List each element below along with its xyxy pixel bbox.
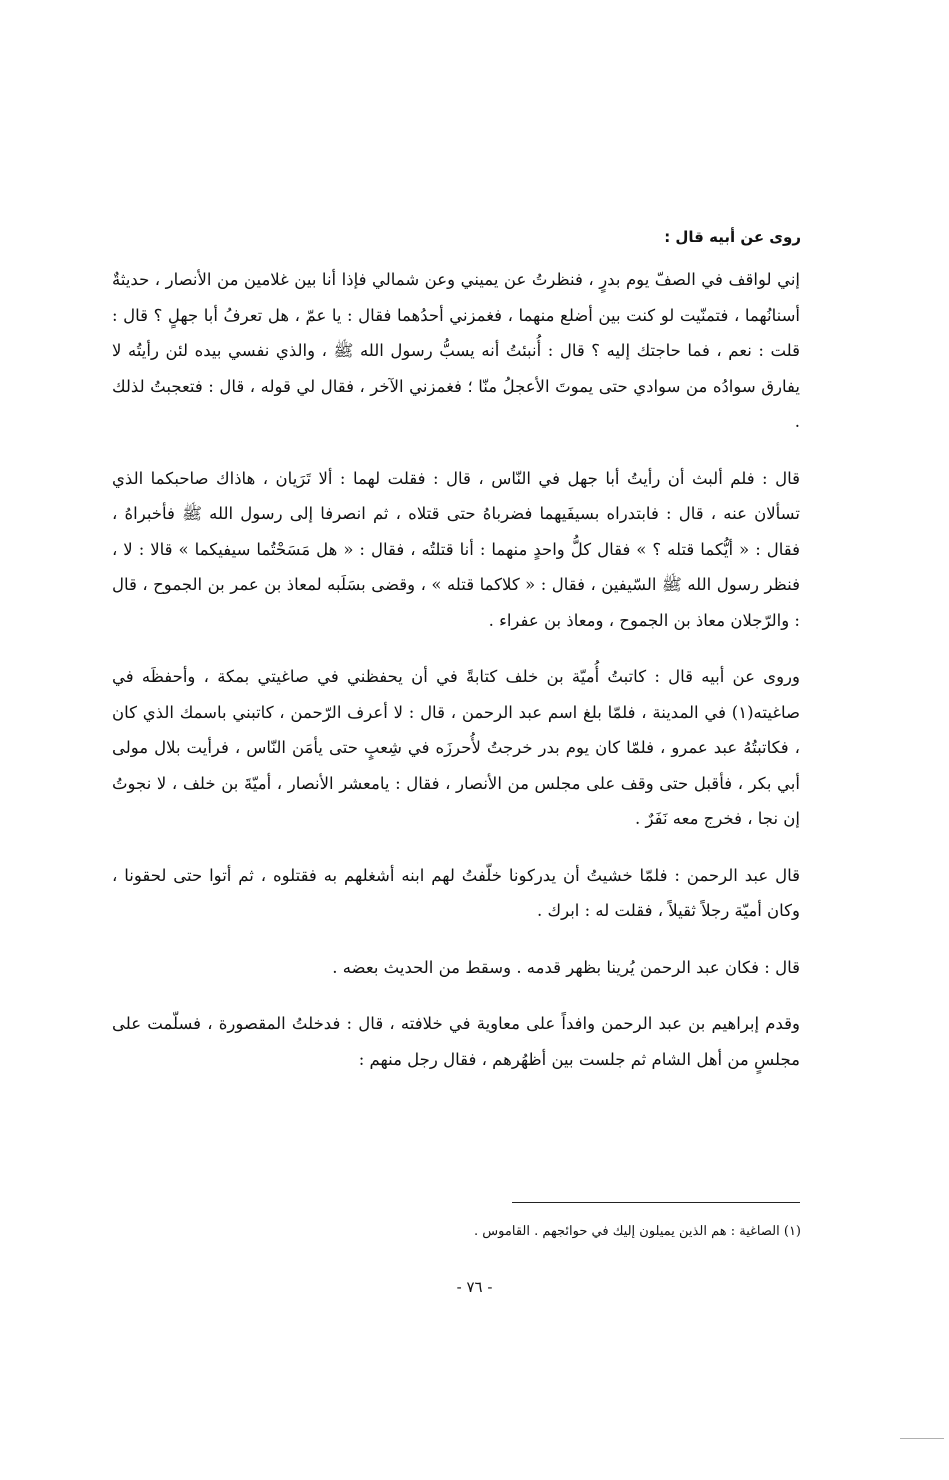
paragraph-4: قال عبد الرحمن : فلمّا خشيتُ أن يدركونا خلّفتُ لهم ابنه أشغلهم به فقتلوه ، ثم أتوا حتى لحقونا ، وكان أميّة رجلاً ثقيلاً ، فقلت له : ابرك . <box>112 865 800 920</box>
paragraph-2: قال : فلم ألبث أن رأيتُ أبا جهل في النّاس ، قال : فقلت لهما : ألا تَرَيان ، هاذاك صاحبكما الذي تسألان عنه ، قال : فابتدراه بسيفَيهما فضرباهُ حتى قتلاه ، ثم انصرفا إلى رسول الله ﷺ فأخبراهُ ، فقال : « أيُّكما قتله ؟ » فقال كلُّ واحدٍ منهما : أنا قتلتُه ، فقال : « هل مَسَحْتُما سيفيكما » قالا : لا ، فنظر رسول الله ﷺ السّيفين ، فقال : « كلاكما قتله » ، وقضى بسَلَبه لمعاذ بن عمر بن الجموح ، قال : والرّجلان معاذ بن الجموح ، ومعاذ بن عفراء . <box>112 468 800 630</box>
paragraph-5: قال : فكان عبد الرحمن يُرينا بظهر قدمه . وسقط من الحديث بعضه . <box>332 957 800 977</box>
page-number: - ٧٦ - <box>456 1278 493 1296</box>
paragraph-1: إني لواقف في الصفّ يوم بدرٍ ، فنظرتُ عن يميني وعن شمالي فإذا أنا بين غلامين من الأنصار ، حديثةٌ أسنانُهما ، فتمنّيت لو كنت بين أضلع منهما ، فغمزني أحدُهما فقال : يا عمّ ، هل تعرفُ أبا جهلٍ ؟ قال : قلت : نعم ، فما حاجتك إليه ؟ قال : أُنبئتُ أنه يسبُّ رسول الله ﷺ ، والذي نفسي بيده لئن رأيتُه لا يفارق سوادُه من سوادي حتى يموتَ الأعجلُ منّا ؛ فغمزني الآخر ، فقال لي قوله ، قال : فتعجبتُ لذلك . <box>112 270 800 431</box>
paragraph-3: وروى عن أبيه قال : كاتبتُ أُميّة بن خلف كتابةً في أن يحفظني في صاغيتي بمكة ، وأحفظَه في صاغيته(١) في المدينة ، فلمّا بلغ اسم عبد الرحمن ، قال : لا أعرف الرّحمن ، كاتبني باسمك الذي كان ، فكاتبتُهُ عبد عمرو ، فلمّا كان يوم بدر خرجتُ لأُحرزَه في شِعبٍ حتى يأمَن النّاس ، فرأيت بلال مولى أبي بكر ، فأقبل حتى وقف على مجلس من الأنصار ، فقال : يامعشر الأنصار ، أميّةَ بن خلف ، لا نجوتُ إن نجا ، فخرج معه نَفَرٌ . <box>112 667 800 828</box>
footnote-divider <box>512 1202 800 1203</box>
paragraph-6: وقدم إبراهيم بن عبد الرحمن وافداً على معاوية في خلافته ، قال : فدخلتُ المقصورة ، فسلّمت على مجلسٍ من أهل الشام ثم جلست بين أظهُرهم ، فقال رجل منهم : <box>112 1014 800 1069</box>
footnote: (١) الصاغية : هم الذين يميلون إليك في حوائجهم . القاموس . <box>474 1224 801 1239</box>
main-text <box>112 262 800 1077</box>
section-heading: روى عن أبيه قال : <box>664 228 801 246</box>
scan-edge-mark <box>900 1438 944 1439</box>
